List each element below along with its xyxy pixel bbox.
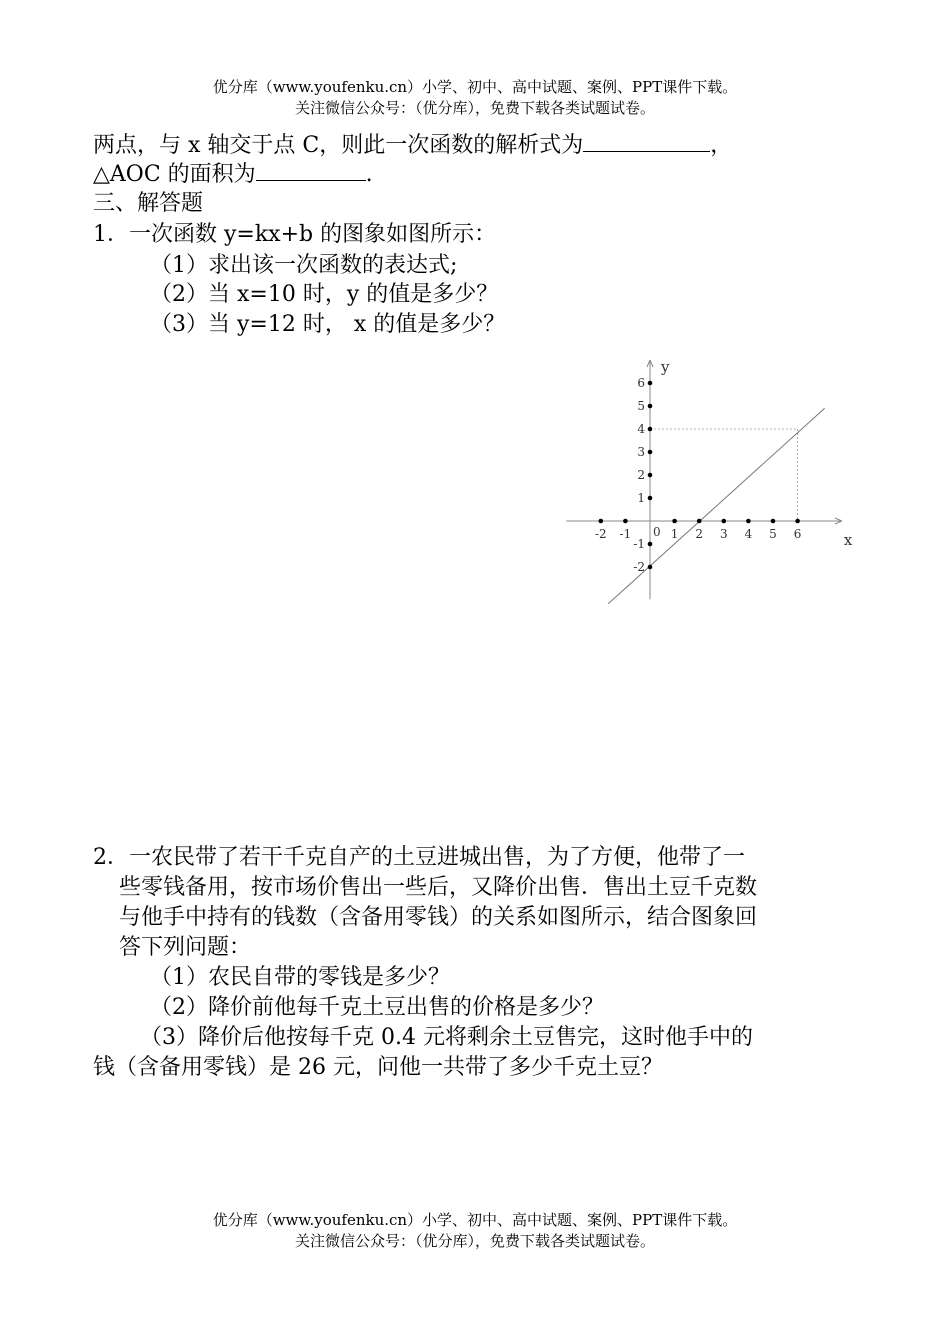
top-text-line-1 — [93, 131, 732, 160]
x-axis-dot — [672, 519, 677, 524]
y-tick-label: 1 — [637, 491, 645, 505]
x-tick-label: 4 — [744, 527, 753, 541]
x-axis-dot — [722, 519, 727, 524]
top-text-2: △AOC 的面积为 — [93, 162, 256, 187]
q2-part-1: （1）农民自带的零钱是多少？ — [150, 965, 450, 990]
q1-stem: 1．一次函数 y=kx+b 的图象如图所示： — [93, 222, 497, 247]
q2-line-3: 与他手中持有的钱数（含备用零钱）的关系如图所示，结合图象回 — [119, 905, 758, 930]
y-tick-label: -2 — [633, 560, 645, 574]
x-axis-dot — [795, 519, 800, 524]
linear-function-graph — [560, 350, 853, 615]
y-axis-dot — [648, 427, 653, 432]
x-tick-label: 5 — [769, 527, 777, 541]
y-tick-label: 3 — [637, 445, 645, 459]
y-axis-dot — [648, 404, 653, 409]
header-line-2: 关注微信公众号：（优分库），免费下载各类试题试卷。 — [294, 99, 655, 117]
x-tick-label: -1 — [619, 527, 632, 541]
x-tick-label: 6 — [793, 527, 802, 541]
footer-line-2: 关注微信公众号：（优分库），免费下载各类试题试卷。 — [294, 1232, 655, 1250]
y-tick-label: 6 — [637, 376, 645, 390]
page-footer — [0, 1210, 950, 1252]
y-axis-dot — [648, 542, 653, 547]
y-axis-dot — [648, 450, 653, 455]
y-tick-label: 5 — [637, 399, 645, 413]
q2-line-4: 答下列问题： — [119, 935, 252, 960]
q2-part-2: （2）降价前他每千克土豆出售的价格是多少？ — [150, 995, 604, 1020]
top-text-line-2 — [93, 160, 373, 189]
x-tick-label: -2 — [594, 527, 607, 541]
y-axis-dot — [648, 473, 653, 478]
header-line-1: 优分库（www.youfenku.cn）小学、初中、高中试题、案例、PPT课件下载。 — [212, 78, 738, 96]
section-title: 三、解答题 — [93, 191, 204, 216]
answer-blank-1[interactable] — [583, 131, 710, 152]
q2-line-2: 些零钱备用，按市场价售出一些后，又降价出售．售出土豆千克数 — [119, 875, 758, 900]
x-tick-label: 3 — [719, 527, 728, 541]
y-axis-dot — [648, 565, 653, 570]
y-tick-label: 2 — [637, 468, 645, 482]
q1-part-3: （3）当 y=12 时， x 的值是多少？ — [150, 312, 506, 337]
x-axis-dot — [697, 519, 702, 524]
y-tick-label: -1 — [633, 537, 645, 551]
top-text-2-end: . — [365, 162, 373, 187]
function-line — [608, 408, 824, 604]
answer-blank-2[interactable] — [256, 160, 366, 181]
x-axis-label: x — [843, 531, 853, 549]
q1-part-2: （2）当 x=10 时，y 的值是多少？ — [150, 282, 499, 307]
top-text-1: 两点，与 x 轴交于点 C，则此一次函数的解析式为 — [93, 133, 584, 158]
top-text-1-end: ， — [710, 133, 733, 158]
q2-part-3-line-1: （3）降价后他按每千克 0.4 元将剩余土豆售完，这时他手中的 — [140, 1025, 753, 1050]
y-tick-label: 4 — [637, 422, 645, 436]
y-axis-dot — [648, 381, 653, 386]
footer-line-1: 优分库（www.youfenku.cn）小学、初中、高中试题、案例、PPT课件下载。 — [212, 1211, 738, 1229]
origin-label: 0 — [653, 525, 661, 539]
q2-line-1: 2．一农民带了若干千克自产的土豆进城出售，为了方便，他带了一 — [93, 845, 745, 870]
y-axis-label: y — [661, 358, 670, 376]
q2-part-3-line-2: 钱（含备用零钱）是 26 元，问他一共带了多少千克土豆？ — [93, 1055, 663, 1080]
y-axis-dot — [648, 496, 653, 501]
page-header — [0, 77, 950, 119]
x-tick-label: 2 — [695, 527, 704, 541]
x-axis-dot — [599, 519, 604, 524]
x-axis-dot — [771, 519, 776, 524]
x-axis-dot — [623, 519, 628, 524]
x-tick-label: 1 — [670, 527, 679, 541]
q1-part-1: （1）求出该一次函数的表达式; — [150, 253, 458, 278]
x-axis-dot — [746, 519, 751, 524]
